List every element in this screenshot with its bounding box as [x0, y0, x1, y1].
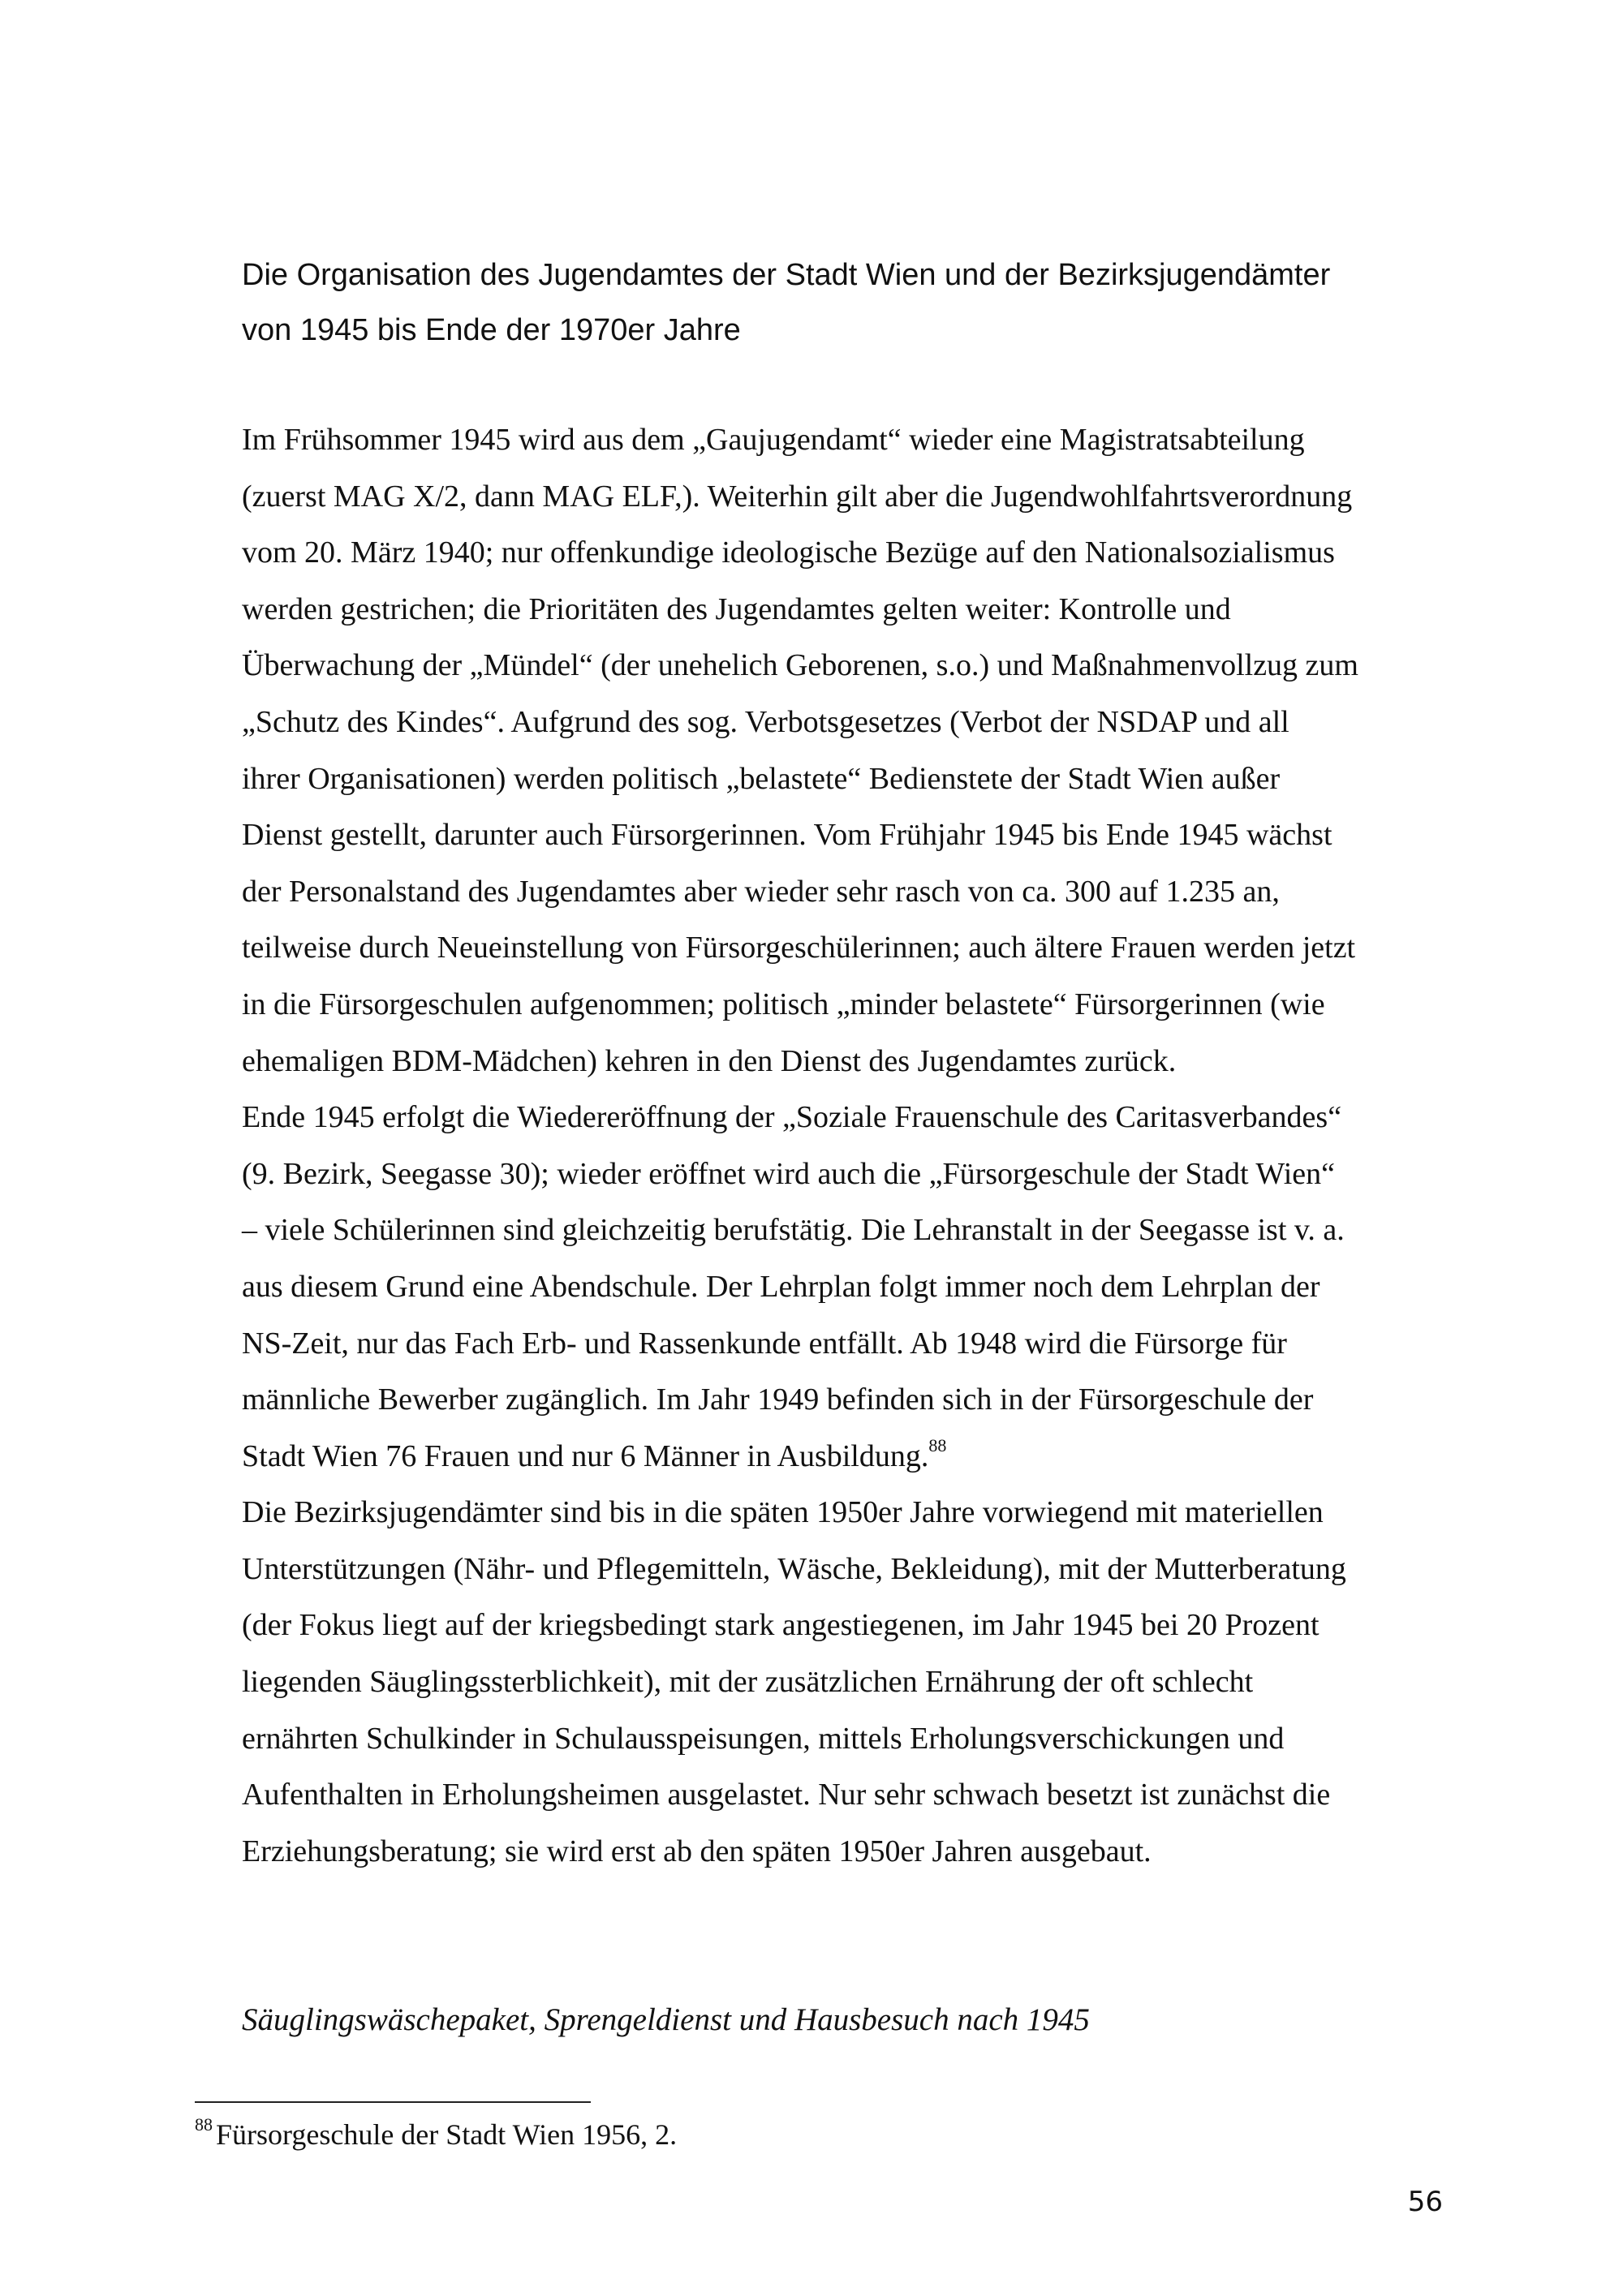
- text-line: aus diesem Grund eine Abendschule. Der Lehrplan folgt immer noch dem Lehrplan der: [242, 1269, 1320, 1304]
- text-line: Stadt Wien 76 Frauen und nur 6 Männer in Ausbildung.: [242, 1438, 929, 1473]
- text-line: werden gestrichen; die Prioritäten des Jugendamtes gelten weiter: Kontrolle und: [242, 591, 1231, 626]
- footnote-reference[interactable]: 88: [928, 1435, 947, 1456]
- text-line: NS-Zeit, nur das Fach Erb- und Rassenkunde entfällt. Ab 1948 wird die Fürsorge für: [242, 1326, 1287, 1361]
- text-line: Ende 1945 erfolgt die Wiedereröffnung der „Soziale Frauenschule des Caritasverbandes“: [242, 1100, 1342, 1135]
- text-line: teilweise durch Neueinstellung von Fürsorgeschülerinnen; auch ältere Frauen werden jetzt: [242, 931, 1356, 965]
- section-heading-line-1: Die Organisation des Jugendamtes der Stadt Wien und der Bezirksjugendämter: [242, 258, 1331, 292]
- footnote-number: 88: [195, 2114, 213, 2135]
- text-line: (9. Bezirk, Seegasse 30); wieder eröffnet wird auch die „Fürsorgeschule der Stadt Wien“: [242, 1156, 1336, 1191]
- text-line: ihrer Organisationen) werden politisch „belastete“ Bedienstete der Stadt Wien außer: [242, 761, 1281, 796]
- footnote-text: Fürsorgeschule der Stadt Wien 1956, 2.: [216, 2118, 678, 2151]
- paragraph-1: [242, 412, 1443, 1090]
- text-line: (zuerst MAG X/2, dann MAG ELF,). Weiterhin gilt aber die Jugendwohlfahrtsverordnung: [242, 479, 1353, 514]
- text-line: männliche Bewerber zugänglich. Im Jahr 1949 befinden sich in der Fürsorgeschule der: [242, 1382, 1314, 1417]
- page-number: 56: [1407, 2186, 1443, 2218]
- paragraph-3: [242, 1485, 1443, 1880]
- text-line: Die Bezirksjugendämter sind bis in die späten 1950er Jahre vorwiegend mit materiellen: [242, 1495, 1324, 1530]
- text-line: Aufenthalten in Erholungsheimen ausgelastet. Nur sehr schwach besetzt ist zunächst die: [242, 1778, 1331, 1812]
- subsection-heading: Säuglingswäschepaket, Sprengeldienst und Hausbesuch nach 1945: [242, 2002, 1090, 2037]
- text-line: in die Fürsorgeschulen aufgenommen; politisch „minder belastete“ Fürsorgerinnen (wie: [242, 987, 1325, 1021]
- text-line: der Personalstand des Jugendamtes aber wieder sehr rasch von ca. 300 auf 1.235 an,: [242, 874, 1280, 909]
- text-line: „Schutz des Kindes“. Aufgrund des sog. Verbotsgesetzes (Verbot der NSDAP und all: [242, 704, 1289, 739]
- text-line: Erziehungsberatung; sie wird erst ab den späten 1950er Jahren ausgebaut.: [242, 1834, 1152, 1868]
- text-line-with-footnote: [242, 1429, 1443, 1486]
- text-line: Unterstützungen (Nähr- und Pflegemitteln, Wäsche, Bekleidung), mit der Mutterberatung: [242, 1551, 1346, 1586]
- text-line: Dienst gestellt, darunter auch Fürsorgerinnen. Vom Frühjahr 1945 bis Ende 1945 wächst: [242, 818, 1332, 853]
- text-line: Im Frühsommer 1945 wird aus dem „Gaujugendamt“ wieder eine Magistratsabteilung: [242, 423, 1305, 457]
- section-heading: [242, 247, 1443, 358]
- footnote: [195, 2113, 677, 2156]
- text-line: ehemaligen BDM-Mädchen) kehren in den Dienst des Jugendamtes zurück.: [242, 1043, 1177, 1078]
- section-heading-line-2: von 1945 bis Ende der 1970er Jahre: [242, 313, 741, 347]
- text-line: – viele Schülerinnen sind gleichzeitig berufstätig. Die Lehranstalt in der Seegasse ist v. a.: [242, 1213, 1345, 1248]
- paragraph-2: [242, 1090, 1443, 1485]
- text-line: (der Fokus liegt auf der kriegsbedingt stark angestiegenen, im Jahr 1945 bei 20 Prozent: [242, 1608, 1319, 1643]
- text-line: vom 20. März 1940; nur offenkundige ideologische Bezüge auf den Nationalsozialismus: [242, 535, 1335, 570]
- body-text: [242, 412, 1443, 1880]
- text-line: Überwachung der „Mündel“ (der unehelich Geborenen, s.o.) und Maßnahmenvollzug zum: [242, 648, 1358, 683]
- footnote-separator: [195, 2101, 591, 2103]
- text-line: liegenden Säuglingssterblichkeit), mit der zusätzlichen Ernährung der oft schlecht: [242, 1665, 1254, 1700]
- text-line: ernährten Schulkinder in Schulausspeisungen, mittels Erholungsverschickungen und: [242, 1721, 1285, 1756]
